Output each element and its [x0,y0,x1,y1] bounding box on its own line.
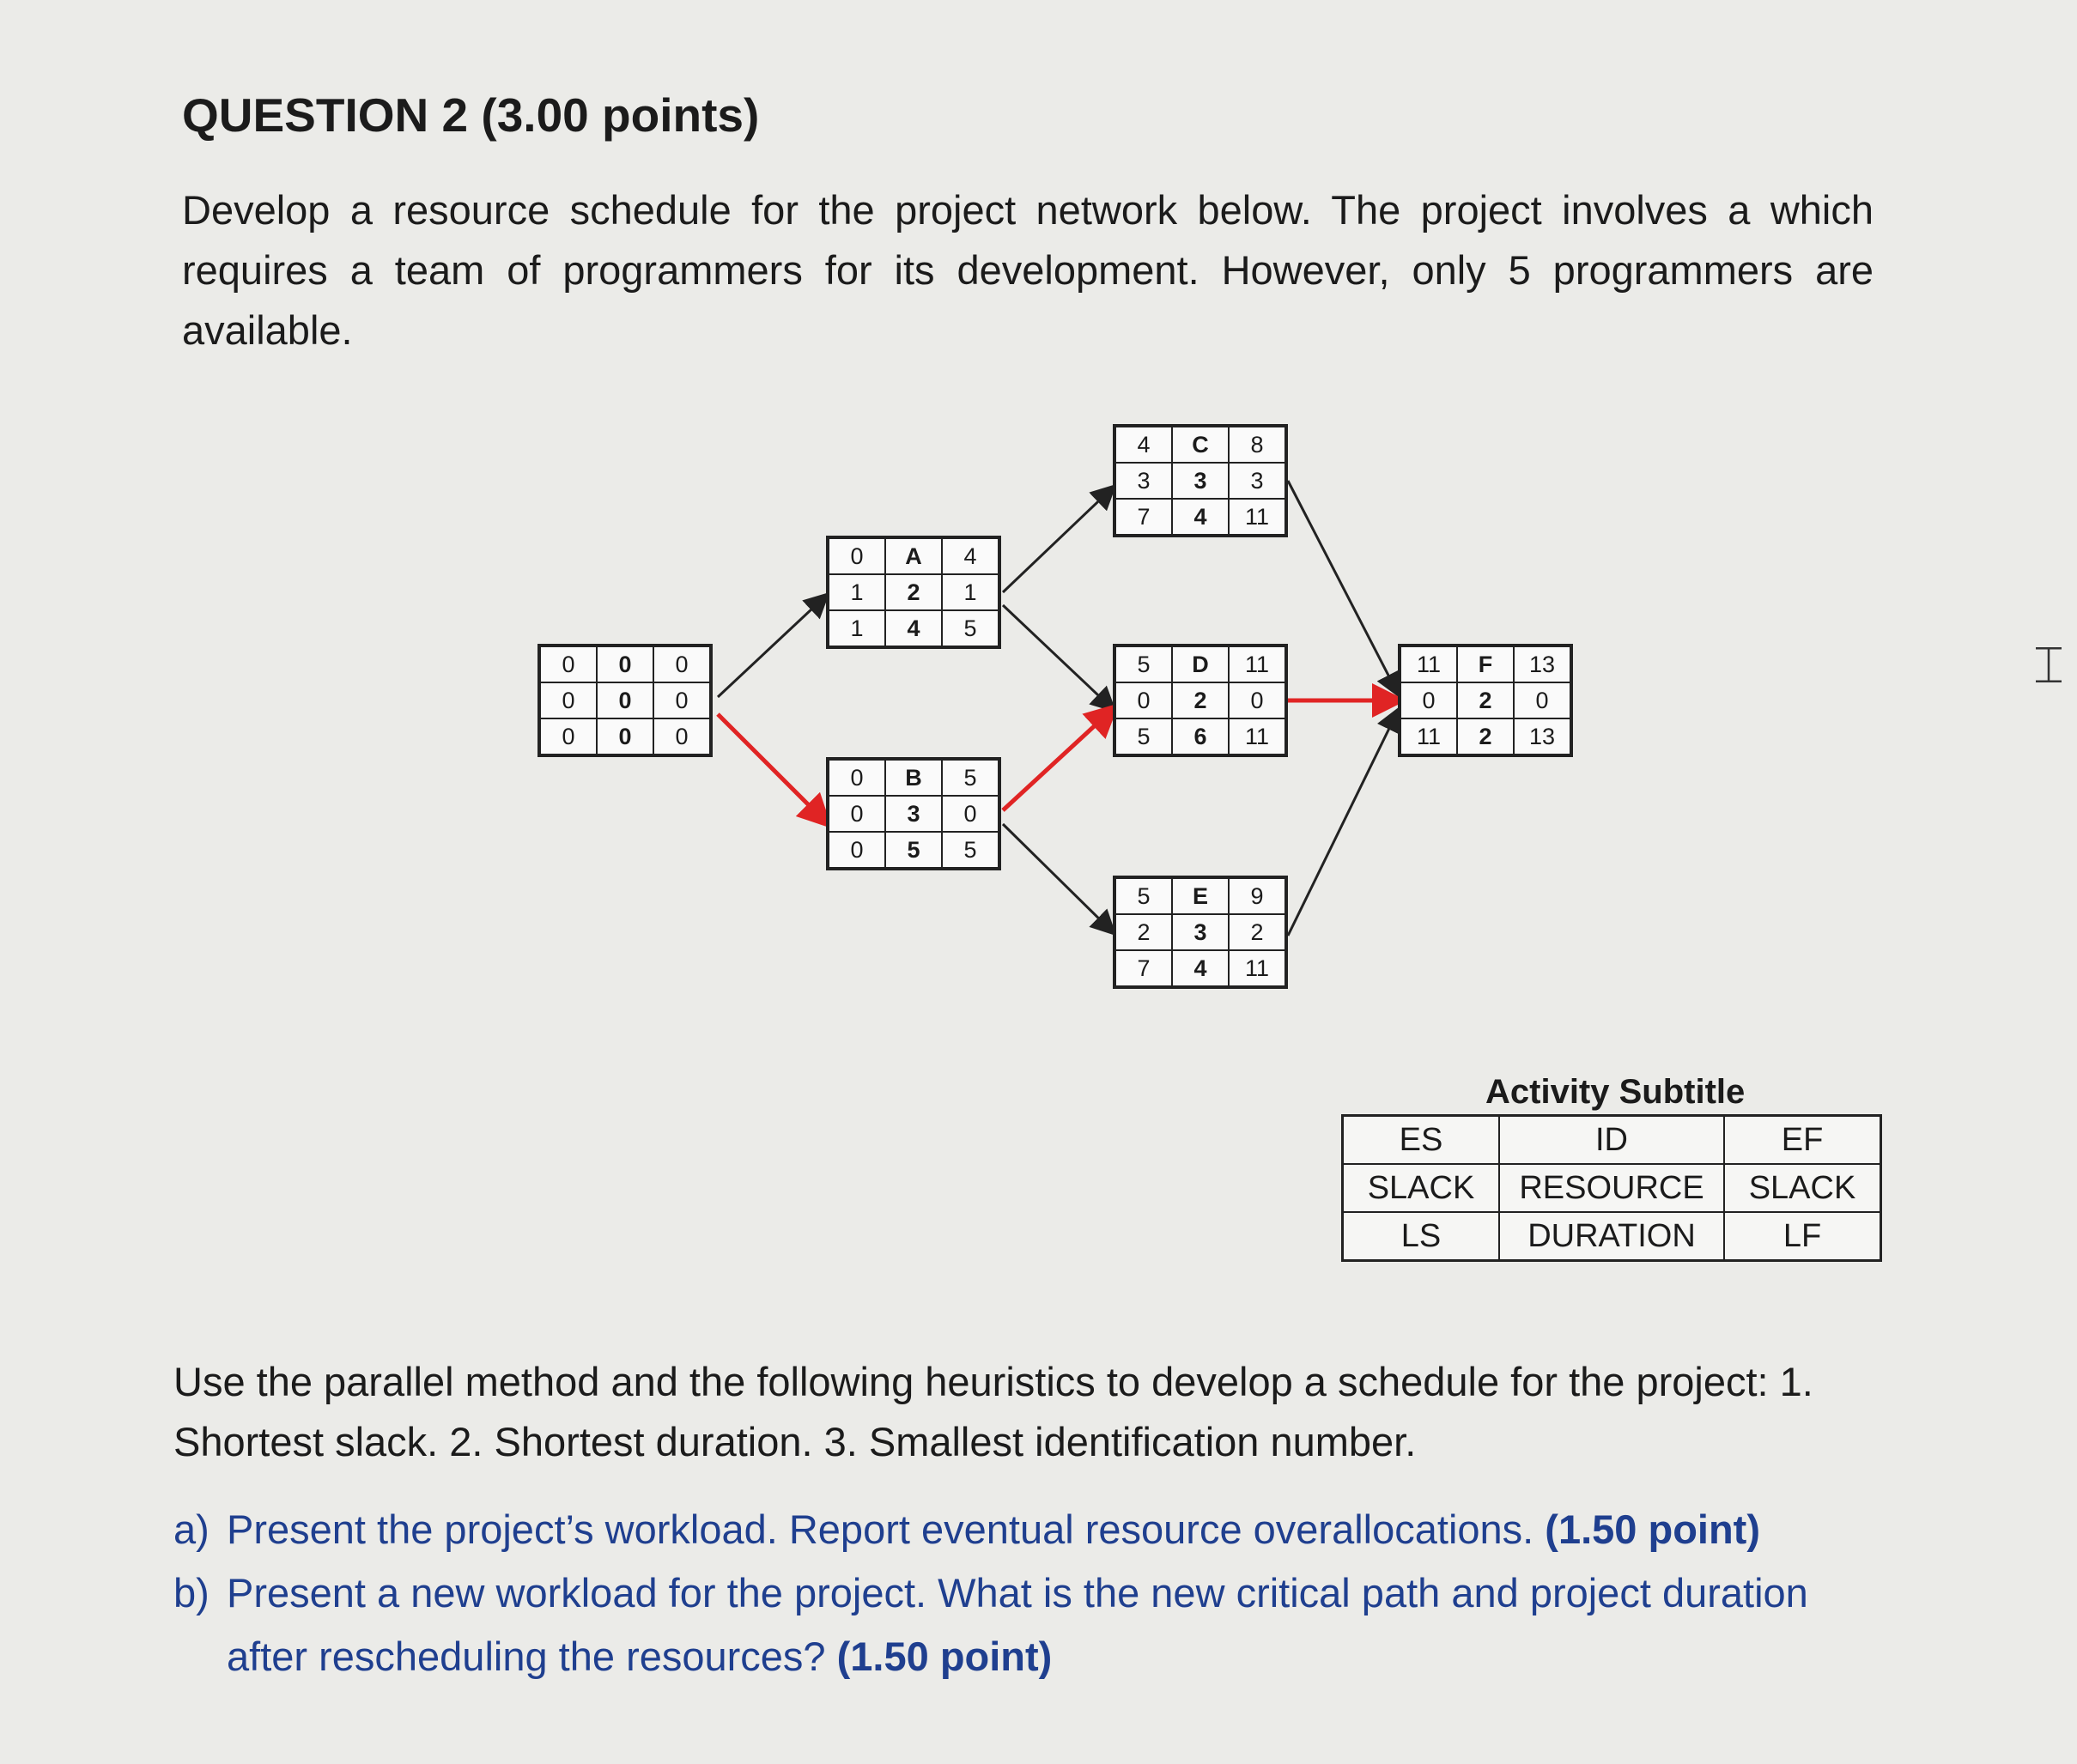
b-ef: 5 [942,759,999,796]
b-slack: 0 [828,796,885,832]
arrow-start-a [718,596,826,697]
start-duration: 0 [597,718,653,755]
legend-es: ES [1343,1116,1500,1165]
arrow-a-c [1003,488,1113,592]
node-c [1113,424,1288,537]
c-ef: 8 [1229,426,1286,463]
a-lf: 5 [942,610,999,647]
a-ef: 4 [942,537,999,574]
node-d [1113,644,1288,757]
task-a-label: a) [173,1506,210,1552]
c-ls: 7 [1114,499,1172,536]
arrow-a-d [1003,605,1113,709]
legend-lf: LF [1724,1212,1881,1261]
task-a-text: Present the project’s workload. Report eventual resource overallocations. [227,1506,1534,1552]
d-slack-right: 0 [1229,682,1286,718]
e-lf: 11 [1229,950,1286,987]
legend-duration: DURATION [1499,1212,1724,1261]
c-es: 4 [1114,426,1172,463]
arrow-c-f [1288,481,1398,694]
e-slack-right: 2 [1229,914,1286,950]
b-slack-right: 0 [942,796,999,832]
f-duration: 2 [1457,718,1514,755]
start-es: 0 [539,646,597,682]
c-resource: 3 [1172,463,1229,499]
legend-title: Activity Subtitle [1485,1073,1746,1111]
c-lf: 11 [1229,499,1286,536]
task-a [173,1498,1891,1561]
e-ls: 7 [1114,950,1172,987]
c-slack-right: 3 [1229,463,1286,499]
d-ef: 11 [1229,646,1286,682]
b-es: 0 [828,759,885,796]
f-es: 11 [1400,646,1457,682]
legend-slack-left: SLACK [1343,1164,1500,1212]
task-list [173,1498,1891,1688]
e-id: E [1172,877,1229,914]
node-b [826,757,1001,870]
a-es: 0 [828,537,885,574]
task-b-text: Present a new workload for the project. What is the new critical path and project duration after rescheduling the resources? [227,1570,1808,1679]
node-f [1398,644,1573,757]
arrow-start-b [718,714,826,822]
start-lf: 0 [653,718,711,755]
d-resource: 2 [1172,682,1229,718]
b-id: B [885,759,942,796]
f-ef: 13 [1514,646,1571,682]
f-resource: 2 [1457,682,1514,718]
legend-ls: LS [1343,1212,1500,1261]
question-title: QUESTION 2 (3.00 points) [182,88,760,142]
d-duration: 6 [1172,718,1229,755]
d-slack: 0 [1114,682,1172,718]
a-slack: 1 [828,574,885,610]
f-id: F [1457,646,1514,682]
f-ls: 11 [1400,718,1457,755]
start-slack-right: 0 [653,682,711,718]
e-resource: 3 [1172,914,1229,950]
a-ls: 1 [828,610,885,647]
b-duration: 5 [885,832,942,869]
d-ls: 5 [1114,718,1172,755]
f-slack-right: 0 [1514,682,1571,718]
a-resource: 2 [885,574,942,610]
start-id: 0 [597,646,653,682]
b-resource: 3 [885,796,942,832]
d-lf: 11 [1229,718,1286,755]
f-lf: 13 [1514,718,1571,755]
e-es: 5 [1114,877,1172,914]
question-intro: Develop a resource schedule for the project network below. The project involves a which requires a team of programmers for its development. However, only 5 programmers are available. [182,187,1874,353]
a-id: A [885,537,942,574]
d-id: D [1172,646,1229,682]
legend-ef: EF [1724,1116,1881,1165]
a-slack-right: 1 [942,574,999,610]
start-ls: 0 [539,718,597,755]
task-b-label: b) [173,1570,210,1615]
b-ls: 0 [828,832,885,869]
c-id: C [1172,426,1229,463]
node-e [1113,876,1288,989]
instructions-text: Use the parallel method and the following heuristics to develop a schedule for the project: 1. Shortest slack. 2. Shortest duration. 3. Smallest identification number. [173,1359,1813,1464]
e-slack: 2 [1114,914,1172,950]
text-cursor-icon: ⌶ [2033,636,2064,694]
start-ef: 0 [653,646,711,682]
legend-resource: RESOURCE [1499,1164,1724,1212]
arrow-b-d [1003,709,1113,810]
start-resource: 0 [597,682,653,718]
node-a [826,536,1001,649]
e-ef: 9 [1229,877,1286,914]
e-duration: 4 [1172,950,1229,987]
start-slack: 0 [539,682,597,718]
b-lf: 5 [942,832,999,869]
c-duration: 4 [1172,499,1229,536]
c-slack: 3 [1114,463,1172,499]
legend-slack-right: SLACK [1724,1164,1881,1212]
f-slack: 0 [1400,682,1457,718]
a-duration: 4 [885,610,942,647]
node-start [537,644,713,757]
arrow-e-f [1288,711,1398,936]
legend-id: ID [1499,1116,1724,1165]
legend-table [1341,1114,1882,1262]
task-b-points: (1.50 point) [836,1634,1053,1679]
task-a-points: (1.50 point) [1545,1506,1760,1552]
d-es: 5 [1114,646,1172,682]
arrow-b-e [1003,824,1113,932]
task-b [173,1561,1891,1688]
